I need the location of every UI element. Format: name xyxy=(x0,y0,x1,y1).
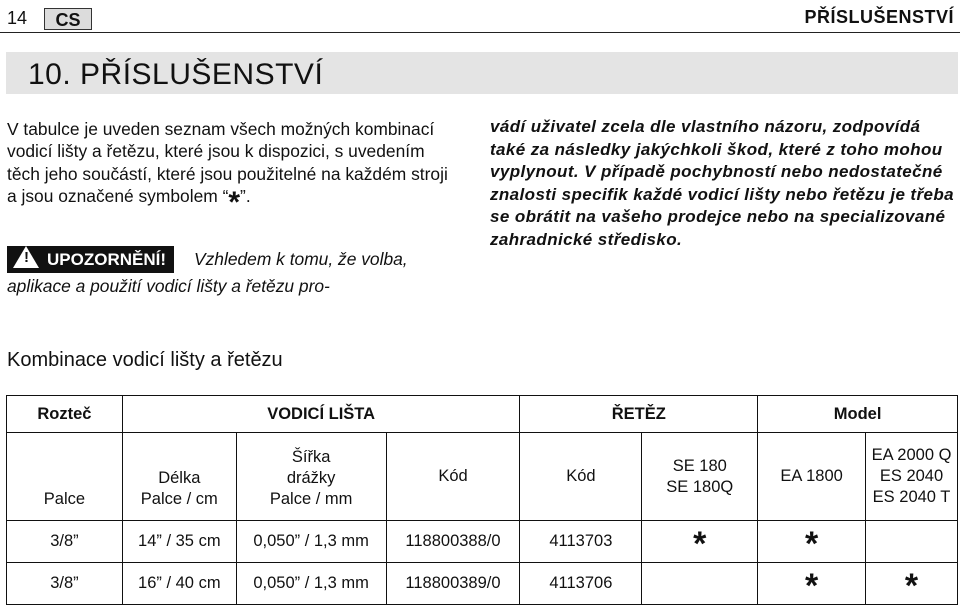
cell-bar-code: 118800388/0 xyxy=(386,521,520,563)
subheader-chain-code: Kód xyxy=(520,433,642,521)
header-chain: ŘETĚZ xyxy=(520,396,758,433)
cell-ea1800 xyxy=(758,521,866,563)
compat-asterisk: * xyxy=(904,567,919,605)
subheader-bar-code: Kód xyxy=(386,433,520,521)
subheader-groove-width: Šířka drážky Palce / mm xyxy=(236,433,386,521)
cell-groove: 0,050” / 1,3 mm xyxy=(236,563,386,605)
cell-chain-code: 4113706 xyxy=(520,563,642,605)
header-pitch: Rozteč xyxy=(7,396,123,433)
cell-chain-code: 4113703 xyxy=(520,521,642,563)
header-model: Model xyxy=(758,396,958,433)
section-title: 10. PŘÍSLUŠENSTVÍ xyxy=(28,58,324,91)
subheader-pitch-unit: Palce xyxy=(7,433,123,521)
cell-se180 xyxy=(642,563,758,605)
subheader-model-se180: SE 180 SE 180Q xyxy=(642,433,758,521)
cell-ea2000 xyxy=(866,521,958,563)
language-badge: CS xyxy=(44,8,92,30)
warning-badge xyxy=(7,246,174,273)
cell-ea1800 xyxy=(758,563,866,605)
asterisk-symbol: * xyxy=(228,186,241,220)
table-row xyxy=(7,521,958,563)
cell-ea2000 xyxy=(866,563,958,605)
page-number: 14 xyxy=(7,8,28,28)
warning-paragraph xyxy=(7,246,457,299)
cell-bar-code: 118800389/0 xyxy=(386,563,520,605)
warning-continuation xyxy=(490,116,956,252)
running-header-title: PŘÍSLUŠENSTVÍ xyxy=(804,7,954,27)
warning-text-right: vádí uživatel zcela dle vlastního názoru, zodpovídá také za následky jakýchkoli škod, které z toho mohou vyplynout. V případě pochybností nebo nedostatečné znalosti specifik každé vodicí lišty nebo řetězu je třeba se obrátit na vašeho prodejce nebo na specializované zahradnické středisko. xyxy=(490,117,954,249)
table-group-header-row xyxy=(7,396,958,433)
cell-pitch: 3/8” xyxy=(7,563,123,605)
subheader-model-ea2000: EA 2000 Q ES 2040 ES 2040 T xyxy=(866,433,958,521)
compat-asterisk: * xyxy=(804,567,819,605)
warning-text-left: Vzhledem k tomu, že volba, aplikace a použití vodicí lišty a řetězu pro- xyxy=(7,249,408,296)
cell-length: 14” / 35 cm xyxy=(122,521,236,563)
compat-asterisk: * xyxy=(693,525,707,563)
combination-table xyxy=(6,395,958,605)
warning-label: UPOZORNĚNÍ! xyxy=(47,250,166,269)
subheader-model-ea1800: EA 1800 xyxy=(758,433,866,521)
intro-paragraph xyxy=(7,118,457,220)
cell-pitch: 3/8” xyxy=(7,521,123,563)
cell-length: 16” / 40 cm xyxy=(122,563,236,605)
table-title: Kombinace vodicí lišty a řetězu xyxy=(7,349,283,371)
subheader-length: Délka Palce / cm xyxy=(122,433,236,521)
cell-se180 xyxy=(642,521,758,563)
header-bar: VODICÍ LIŠTA xyxy=(122,396,520,433)
intro-text-end: ”. xyxy=(240,186,251,207)
header-divider xyxy=(0,32,960,33)
compat-asterisk: * xyxy=(804,525,819,563)
warning-triangle-icon: ! xyxy=(13,246,39,268)
cell-groove: 0,050” / 1,3 mm xyxy=(236,521,386,563)
intro-text: V tabulce je uveden seznam všech možných kombinací vodicí lišty a řetězu, které jsou k dispozici, s uvedením těch jeho součástí, které jsou použitelné na každém stroji a jsou označené symbolem “ xyxy=(7,119,448,207)
table-row xyxy=(7,563,958,605)
table-sub-header-row xyxy=(7,433,958,521)
